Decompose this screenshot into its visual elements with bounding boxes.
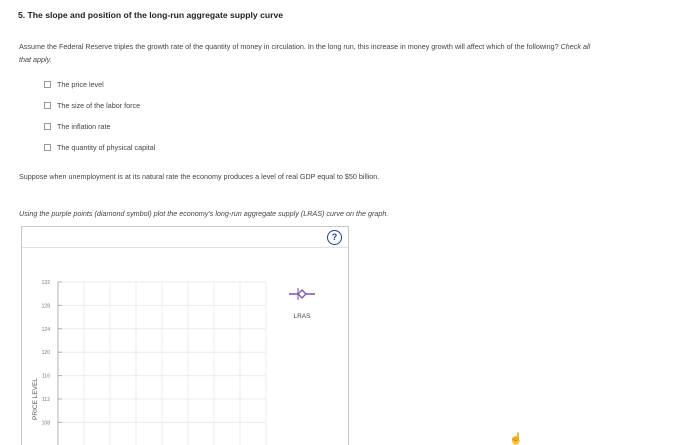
- y-tick-label: 132: [41, 280, 50, 286]
- option-label: The quantity of physical capital: [57, 143, 156, 152]
- hand-pointer-icon: ☝: [509, 433, 523, 445]
- prompt-main-text: Assume the Federal Reserve triples the growth rate of the quantity of money in circulation. In the long run, this increase in money growth will affect which of the following?: [19, 42, 559, 51]
- plot-grid: [58, 282, 266, 445]
- graph-instruction: Using the purple points (diamond symbol) plot the economy's long-run aggregate supply (LRAS) curve on the graph.: [19, 209, 389, 218]
- y-tick-label: 116: [42, 373, 50, 380]
- y-tick-label: 108: [41, 420, 50, 427]
- y-tick-label: 124: [41, 326, 50, 333]
- lras-diamond-icon[interactable]: [298, 290, 306, 298]
- y-tick-label: 112: [42, 397, 50, 403]
- lras-palette-tool[interactable]: [289, 288, 315, 300]
- y-tick-label: 120: [41, 350, 50, 357]
- lras-legend-label: LRAS: [293, 313, 311, 320]
- y-tick-label: 128: [41, 303, 50, 310]
- question-title: 5. The slope and position of the long-run aggregate supply curve: [18, 10, 284, 20]
- y-axis-ticks: [42, 280, 62, 426]
- scenario-statement: Suppose when unemployment is at its natural rate the economy produces a level of real GDP equal to $50 billion.: [19, 172, 380, 181]
- y-axis-label: PRICE LEVEL: [32, 378, 39, 420]
- help-icon[interactable]: ?: [327, 230, 342, 245]
- option-label: The price level: [57, 80, 104, 89]
- prompt-hint-text: Check all that apply.: [19, 42, 591, 64]
- option-label: The size of the labor force: [57, 101, 141, 110]
- option-label: The inflation rate: [57, 122, 111, 131]
